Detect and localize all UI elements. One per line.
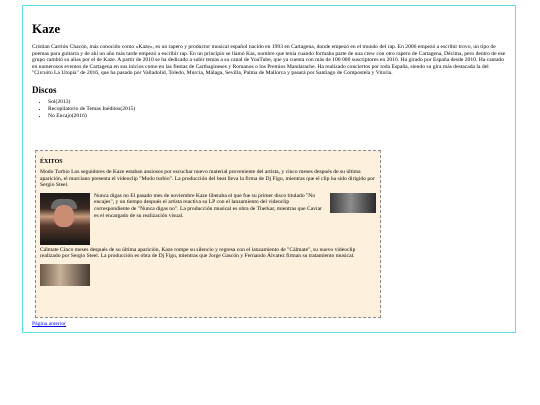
face-shape (54, 205, 74, 227)
list-item: • Recopilatorio de Temas Inéditos(2015) (48, 106, 506, 113)
bio-paragraph: Cristian Carrión Chacón, más conocido como «Kaze», es un rapero y productor musical español nacido en 1993 en Cartagena, donde empezó en el mundo del rap. En 2006 empezó a escribir trovo, un tipo de poemas para guitarra y de ahí un año más tarde empezó a escribir rap. En un principio se llamó Kas, nombre que tenía cuando formaba parte de una crew con otro rapero de Cartagena, Décima, pero dentro de ese grupo cambió su alias por el de Kaze. A partir de 2010 se ha dedicado a subir temas a su canal de YouTube, que ya cuenta con más de 100 000 suscriptores en 2016. Ha girado por España desde 2010. Ha cantado en numerosos eventos de Cartagena en sus inicios como en las fiestas de Carthagineses y Romanos o los Premios Mandarache. Ha realizado conciertos por toda España, siendo su gira más destacada la del "Circuito La Utopía" de 2016, que ha pasado por Valladolid, Toledo, Murcia, Málaga, Sevilla, Palma de Mallorca y pasará por Santiago de Compostela y Vitoria. (32, 44, 506, 77)
exitos-title: ÉXITOS (40, 159, 63, 165)
list-item: • Sol(2013) (48, 99, 506, 106)
article-container (22, 5, 516, 333)
exitos-paragraph-calmate: Cálmate Cinco meses después de su última aparición, Kaze rompe su silencio y regresa con el lanzamiento de "Cálmate", su nuevo videoclip realizado por Sergio Steel. La producción es obra de Dj Figu, mientras que Jorge Gascón y Fernando Álvarez firman su tratamiento musical. (40, 246, 356, 260)
video-thumbnail-calmate (40, 264, 90, 286)
video-thumbnail-nunca-digas-no (330, 193, 376, 213)
list-item: • No Encajo(2016) (48, 113, 506, 120)
discos-heading: Discos (32, 84, 57, 95)
page-title: Kaze (32, 21, 61, 36)
exitos-paragraph-nunca-digas-no: Nunca digas no El pasado mes de noviembre Kaze liberaba el que fue su primer disco titulado "No encajes", y un tiempo después el artista reactiva su LP con el lanzamiento del videoclip correspondiente de "Nunca digas no". La producción musical es obra de Therkar, mientras que Caviar es el encargado de su realización visual. (94, 192, 322, 219)
video-thumbnail-modo-turbio (40, 193, 90, 245)
discos-list (32, 99, 506, 119)
exitos-paragraph-modo-turbio: Modo Turbio Los seguidores de Kaze estaban ansiosos por escuchar nuevo material proveniente del artista, y cinco meses después de su última aparición, el murciano presenta el videoclip "Modo turbio". La producción del beat lleva la firma de Dj Figu, mientras que el clip ha sido dirigido por Sergio Steel. (40, 169, 375, 189)
exitos-box (35, 150, 381, 318)
back-link[interactable]: Página anterior (32, 321, 67, 327)
